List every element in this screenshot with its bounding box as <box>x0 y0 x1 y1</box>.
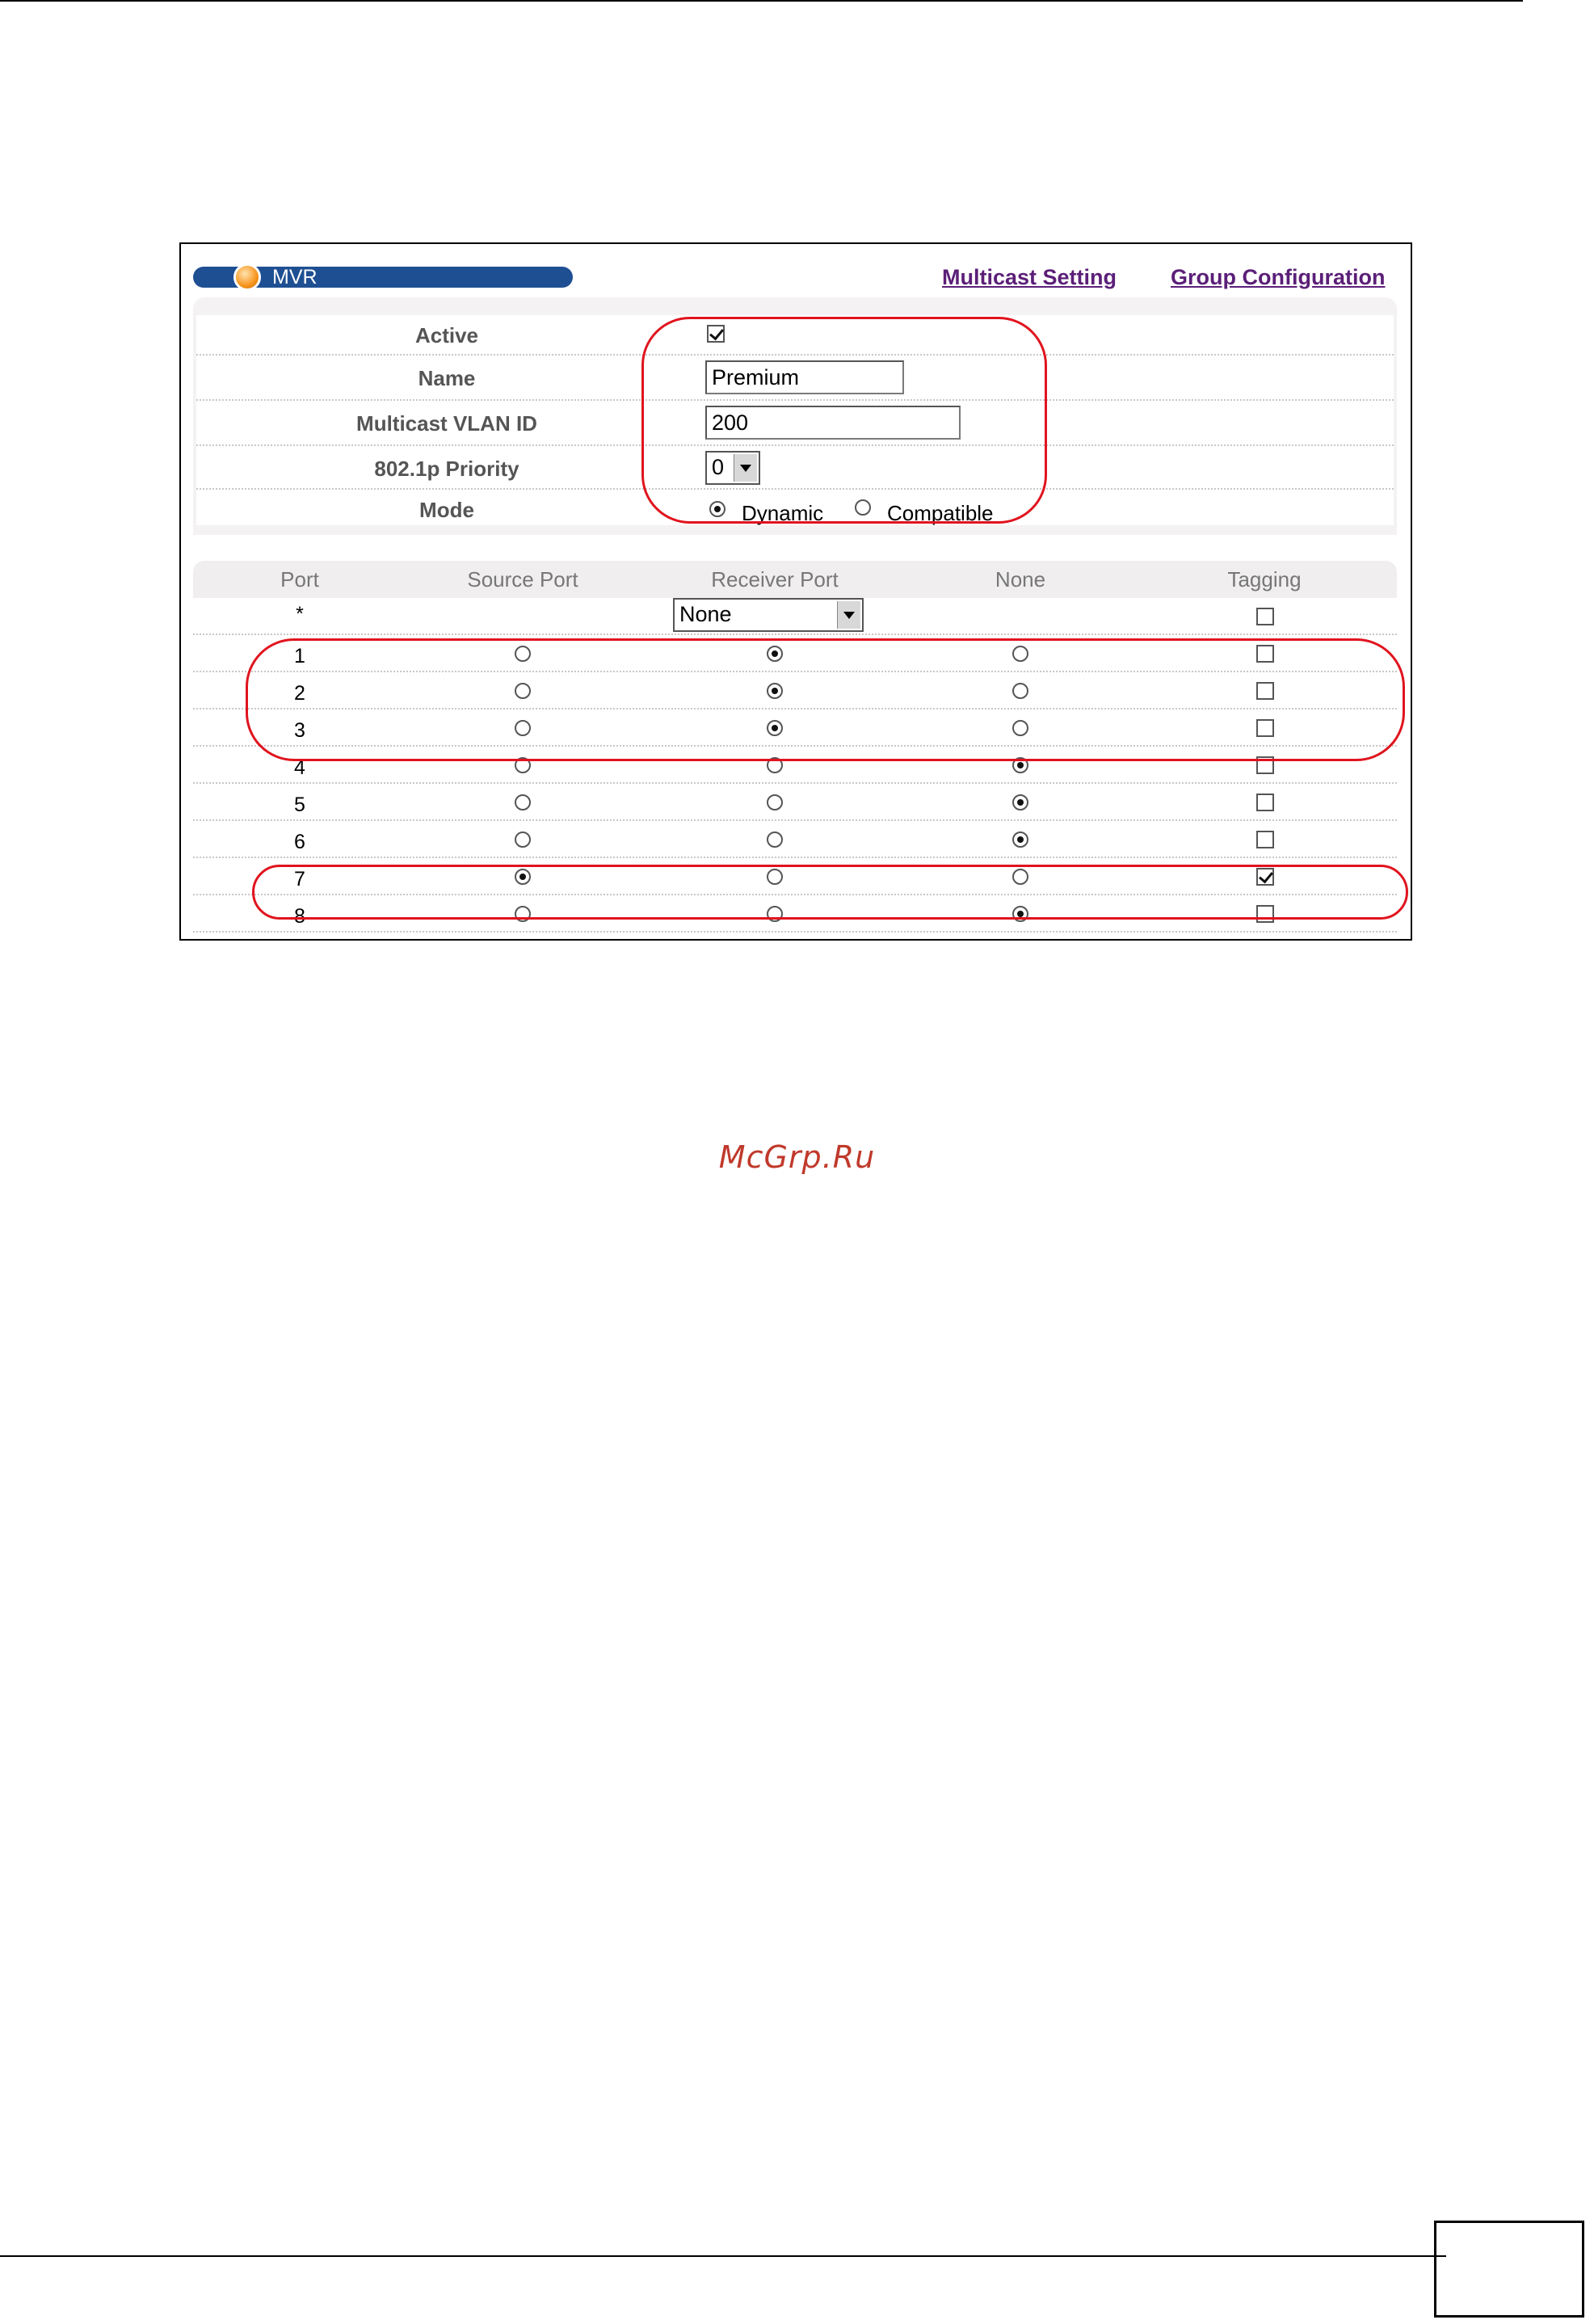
none-port-radio[interactable] <box>1012 720 1028 736</box>
table-row <box>193 858 1397 895</box>
priority-label: 802.1p Priority <box>374 457 519 481</box>
none-port-radio[interactable] <box>1012 794 1028 810</box>
port-number: 2 <box>294 682 305 705</box>
title-bar <box>193 267 573 288</box>
source-port-radio[interactable] <box>515 869 531 885</box>
table-row <box>193 635 1397 672</box>
col-receiver-port: Receiver Port <box>711 567 839 592</box>
table-row-all <box>193 598 1397 635</box>
tagging-checkbox[interactable] <box>1256 719 1274 737</box>
mode-label: Mode <box>419 498 474 522</box>
port-number: 4 <box>294 756 305 779</box>
port-table <box>193 561 1397 941</box>
chevron-down-icon <box>734 454 757 482</box>
tagging-checkbox[interactable] <box>1256 682 1274 700</box>
receiver-port-radio[interactable] <box>767 832 783 848</box>
mode-dynamic-label: Dynamic <box>742 501 824 525</box>
active-checkbox[interactable] <box>707 325 725 343</box>
col-source-port: Source Port <box>467 567 578 592</box>
table-row <box>193 821 1397 858</box>
mode-compatible-radio[interactable] <box>855 499 871 516</box>
table-row <box>193 784 1397 821</box>
port-number: 5 <box>294 794 305 816</box>
none-port-radio[interactable] <box>1012 832 1028 848</box>
source-port-radio[interactable] <box>515 683 531 699</box>
table-row <box>193 895 1397 933</box>
col-none: None <box>995 567 1046 592</box>
tagging-checkbox[interactable] <box>1256 868 1274 886</box>
receiver-all-select[interactable] <box>673 598 864 632</box>
tagging-checkbox[interactable] <box>1256 794 1274 811</box>
receiver-port-radio[interactable] <box>767 794 783 810</box>
port-number: 1 <box>294 645 305 667</box>
mode-dynamic-radio[interactable] <box>709 501 726 517</box>
priority-value: 0 <box>712 455 725 479</box>
col-tagging: Tagging <box>1227 567 1302 592</box>
tagging-all-checkbox[interactable] <box>1256 608 1274 625</box>
none-port-radio[interactable] <box>1012 683 1028 699</box>
top-rule <box>0 0 1523 2</box>
tagging-checkbox[interactable] <box>1256 645 1274 663</box>
priority-row <box>196 446 1394 490</box>
none-port-radio[interactable] <box>1012 906 1028 922</box>
page-title: MVR <box>272 266 318 288</box>
bottom-rule <box>0 2255 1446 2257</box>
orange-bullet-icon <box>233 263 261 291</box>
active-label: Active <box>414 323 479 347</box>
receiver-all-value: None <box>679 602 732 626</box>
table-row <box>193 747 1397 784</box>
port-table-header <box>193 561 1397 598</box>
port-number: 6 <box>294 831 305 853</box>
group-configuration-link[interactable]: Group Configuration <box>1171 265 1386 289</box>
receiver-port-radio[interactable] <box>767 869 783 885</box>
multicast-vlan-input[interactable]: 200 <box>705 406 961 440</box>
port-number: 8 <box>294 905 305 928</box>
table-row <box>193 672 1397 709</box>
none-port-radio[interactable] <box>1012 757 1028 773</box>
vlan-label: Multicast VLAN ID <box>356 411 537 436</box>
mode-row <box>196 490 1394 528</box>
receiver-port-radio[interactable] <box>767 757 783 773</box>
name-input[interactable]: Premium <box>705 360 904 394</box>
mode-compatible-label: Compatible <box>887 501 994 525</box>
port-number: 3 <box>294 719 305 742</box>
tagging-checkbox[interactable] <box>1256 831 1274 848</box>
mvr-screenshot-frame <box>179 242 1412 941</box>
active-row <box>196 315 1394 356</box>
receiver-port-radio[interactable] <box>767 720 783 736</box>
tagging-checkbox[interactable] <box>1256 756 1274 774</box>
col-port: Port <box>280 567 319 592</box>
page-number-box <box>1434 2221 1584 2318</box>
source-port-radio[interactable] <box>515 757 531 773</box>
source-port-radio[interactable] <box>515 646 531 662</box>
watermark-text: McGrp.Ru <box>718 1139 876 1175</box>
receiver-port-radio[interactable] <box>767 906 783 922</box>
mvr-config-panel <box>193 297 1397 535</box>
port-number: 7 <box>294 868 305 890</box>
priority-select[interactable] <box>705 451 760 485</box>
tagging-checkbox[interactable] <box>1256 905 1274 923</box>
source-port-radio[interactable] <box>515 906 531 922</box>
source-port-radio[interactable] <box>515 832 531 848</box>
receiver-port-radio[interactable] <box>767 683 783 699</box>
name-label: Name <box>418 366 476 390</box>
none-port-radio[interactable] <box>1012 646 1028 662</box>
multicast-setting-link[interactable]: Multicast Setting <box>942 265 1117 289</box>
source-port-radio[interactable] <box>515 720 531 736</box>
vlan-row <box>196 401 1394 446</box>
chevron-down-icon <box>837 601 860 629</box>
source-port-radio[interactable] <box>515 794 531 810</box>
none-port-radio[interactable] <box>1012 869 1028 885</box>
name-row <box>196 356 1394 401</box>
port-all-label: * <box>296 603 304 625</box>
table-row <box>193 709 1397 747</box>
receiver-port-radio[interactable] <box>767 646 783 662</box>
